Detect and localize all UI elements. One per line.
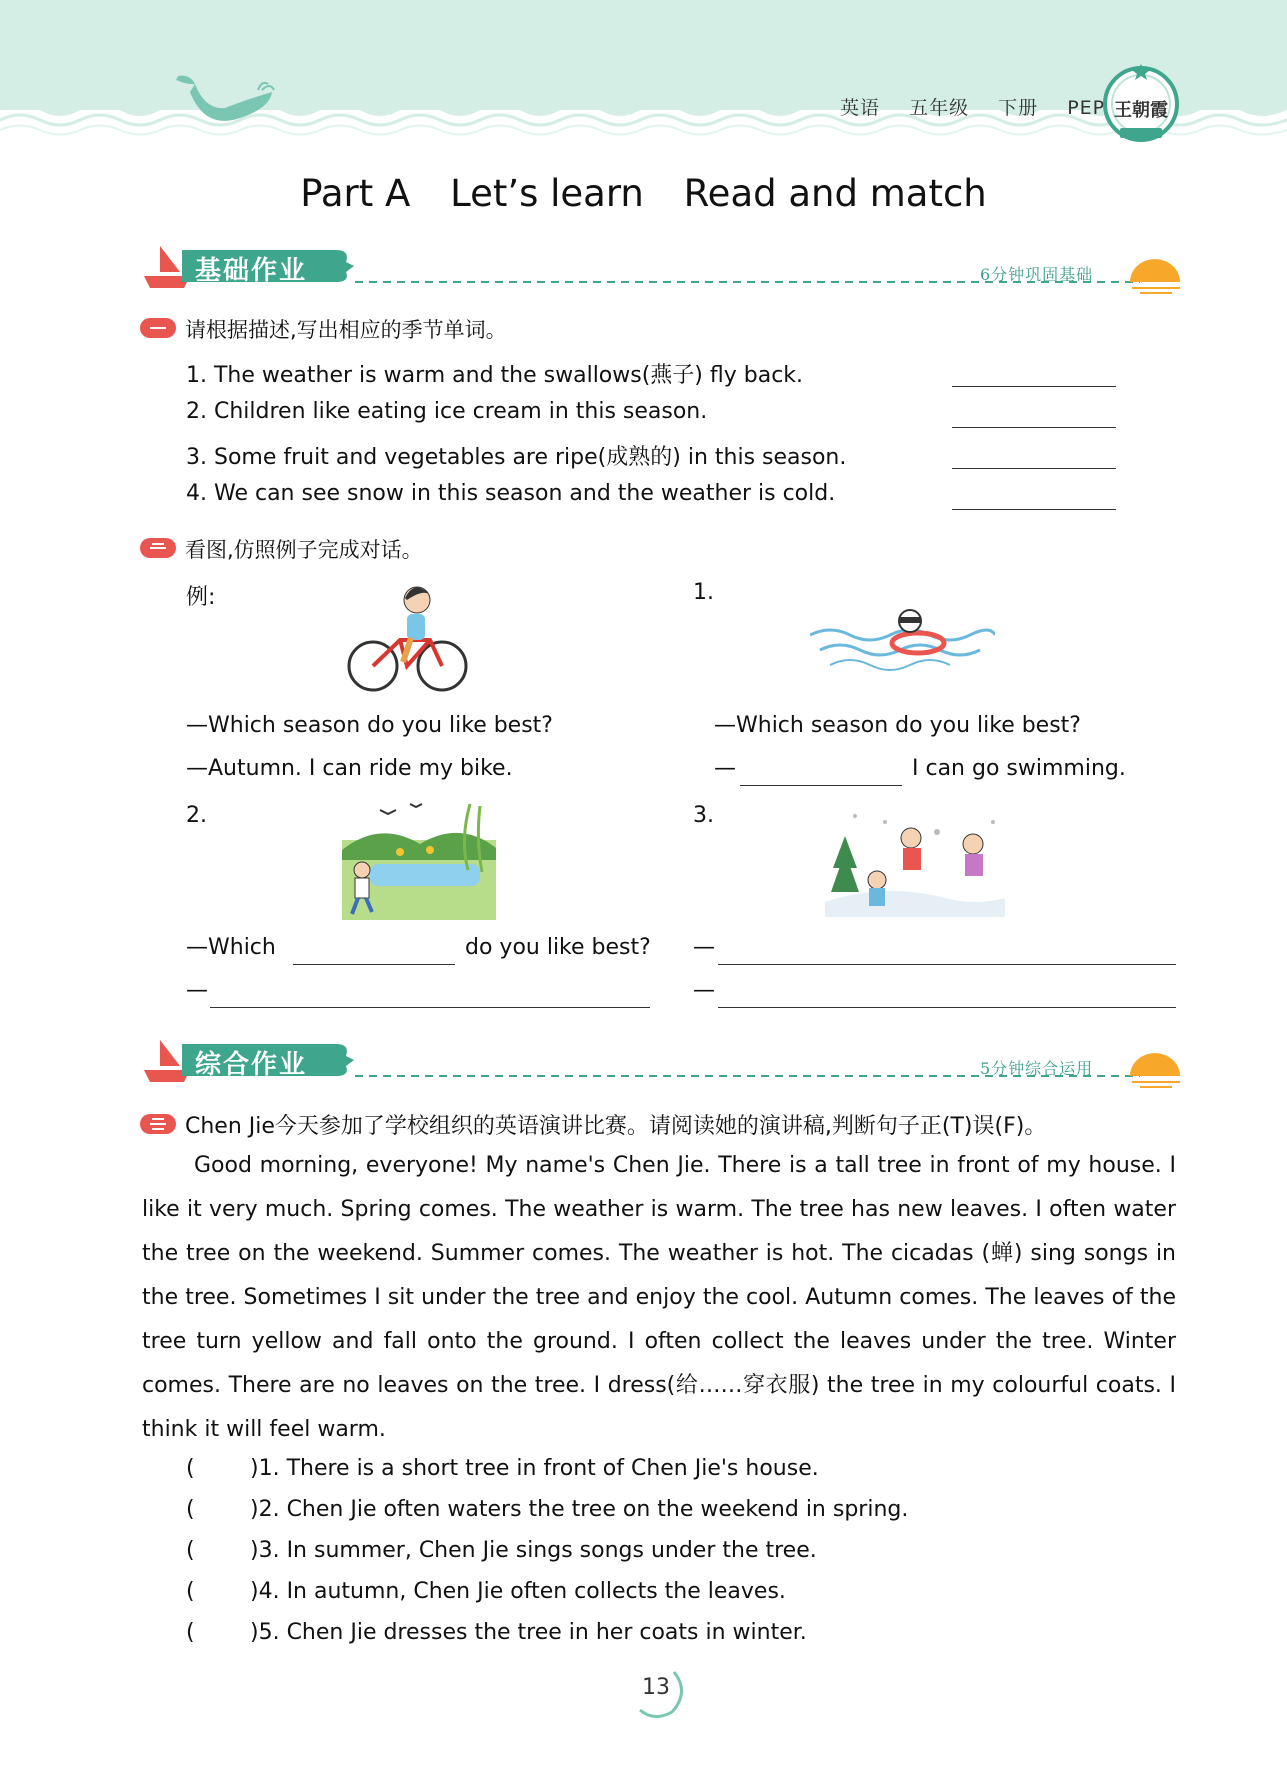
q2-item1-question: —Which season do you like best? [714, 713, 1081, 738]
q1-answer-4[interactable] [952, 508, 1116, 510]
q2-item3-blank-question[interactable] [718, 963, 1176, 965]
q2-item3-answer-dash: — [693, 978, 715, 1003]
page-title [0, 172, 1287, 215]
q2-example-answer: —Autumn. I can ride my bike. [186, 756, 513, 781]
bike-rider-image [345, 578, 470, 698]
spring-park-image [340, 800, 498, 922]
q3-passage: Good morning, everyone! My name's Chen Jie. There is a tall tree in front of my house. I like it very much. Spring comes. The weather is warm. The tree has new leaves. I often water the tree on the weekend. Summer comes. The weather is hot. The cicadas (蝉) sing songs in the tree. Sometimes I sit under the tree and enjoy the cool. Autumn comes. The leaves of the tree turn yellow and fall onto the ground. I often collect the leaves under the tree. Winter comes. There are no leaves on the tree. I dress(给……穿衣服) the tree in my colourful coats. I think it will feel warm. [142, 1153, 1176, 1442]
q2-item2-blank-season[interactable] [293, 963, 455, 965]
q2-item2-question-end: do you like best? [465, 935, 651, 960]
q3-item-1: )1. There is a short tree in front of Chen Jie's house. [250, 1456, 819, 1481]
q2-example-question: —Which season do you like best? [186, 713, 553, 738]
q2-item2-dash: — [186, 978, 208, 1003]
edition-label: PEP [1067, 97, 1106, 119]
q2-item1-label: 1. [693, 580, 714, 605]
q3-item-5-paren: ( [186, 1620, 195, 1645]
q2-item1-answer-rest: I can go swimming. [912, 756, 1126, 781]
title-section1: Let’s learn [450, 172, 644, 215]
grade-label: 五年级 [909, 97, 970, 119]
q2-item2-question-start: —Which [186, 935, 276, 960]
brand-name: 王朝霞 [1114, 100, 1168, 121]
q1-answer-1[interactable] [952, 385, 1116, 387]
q2-item1-blank[interactable] [740, 784, 902, 786]
q1-item-3: 3. Some fruit and vegetables are ripe(成熟的) in this season. [186, 445, 847, 470]
snow-fight-image [825, 802, 1005, 917]
q1-item-2: 2. Children like eating ice cream in this season. [186, 399, 708, 424]
q3-item-3-paren: ( [186, 1538, 195, 1563]
section-basic-label: 基础作业 [195, 256, 308, 286]
q3-item-1-paren: ( [186, 1456, 195, 1481]
q3-item-4: )4. In autumn, Chen Jie often collects the leaves. [250, 1579, 786, 1604]
q1-item-4: 4. We can see snow in this season and the weather is cold. [186, 481, 836, 506]
q2-item2-label: 2. [186, 803, 207, 828]
sunset-icon [1130, 1053, 1180, 1087]
title-part: Part A [300, 172, 411, 215]
header-band [0, 0, 1287, 150]
q1-answer-3[interactable] [952, 467, 1116, 469]
q1-instruction: 请根据描述,写出相应的季节单词。 [185, 318, 507, 342]
question-two-badge [140, 538, 176, 558]
q2-item3-question-dash: — [693, 935, 715, 960]
volume-label: 下册 [998, 97, 1039, 119]
section-combined-label: 综合作业 [195, 1050, 308, 1080]
q3-item-2: )2. Chen Jie often waters the tree on the weekend in spring. [250, 1497, 909, 1522]
q2-example-label: 例: [186, 585, 216, 610]
q1-answer-2[interactable] [952, 426, 1116, 428]
q3-instruction: Chen Jie今天参加了学校组织的英语演讲比赛。请阅读她的演讲稿,判断句子正(T)误(F)。 [185, 1114, 1047, 1139]
sunset-icon [1130, 259, 1180, 293]
q3-item-3: )3. In summer, Chen Jie sings songs under the tree. [250, 1538, 817, 1563]
q2-instruction: 看图,仿照例子完成对话。 [185, 538, 423, 562]
q2-item3-blank-answer[interactable] [718, 1006, 1176, 1008]
q1-item-1: 1. The weather is warm and the swallows(燕子) fly back. [186, 363, 804, 388]
q2-item3-label: 3. [693, 803, 714, 828]
header-meta [840, 93, 1127, 120]
title-section2: Read and match [683, 172, 987, 215]
q2-item2-blank-answer[interactable] [210, 1006, 650, 1008]
question-one-badge [140, 318, 176, 338]
q3-item-5: )5. Chen Jie dresses the tree in her coats in winter. [250, 1620, 807, 1645]
swimming-image [810, 595, 995, 680]
subject-label: 英语 [840, 97, 881, 119]
section-combined-time: 5分钟综合运用 [980, 1059, 1094, 1078]
q2-item1-dash: — [714, 756, 736, 781]
q3-item-2-paren: ( [186, 1497, 195, 1522]
section-basic-time: 6分钟巩固基础 [980, 265, 1094, 284]
page-number: 13 [642, 1675, 670, 1700]
question-three-badge [140, 1114, 176, 1134]
q3-item-4-paren: ( [186, 1579, 195, 1604]
